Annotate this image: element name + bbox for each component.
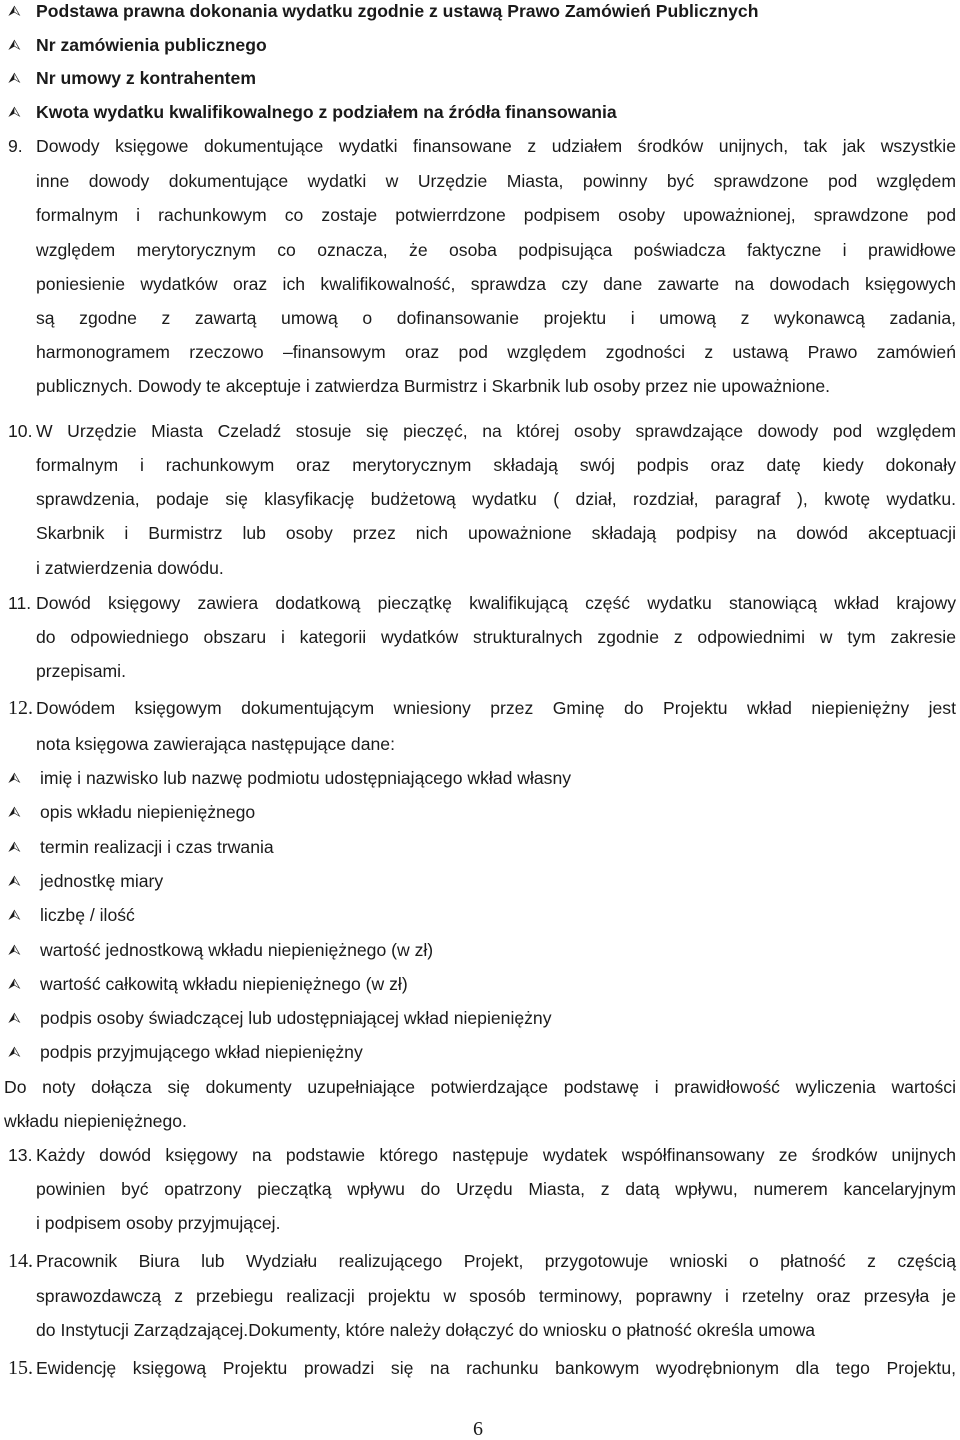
paragraph-line: Dowody księgowe dokumentujące wydatki finansowane z udziałem środków unijnych, tak jak wszystkie: [36, 136, 956, 156]
bullet-icon: ⮙: [8, 36, 21, 54]
paragraph-line: sprawozdawczą z przebiegu realizacji projektu w sposób terminowy, poprawny i rzetelny oraz przesyła je: [36, 1286, 956, 1306]
paragraph-number-p11: 11.: [8, 593, 32, 613]
paragraph-number-p14: 14.: [8, 1250, 33, 1272]
paragraph-number-p10: 10.: [8, 421, 33, 441]
paragraph-line: Pracownik Biura lub Wydziału realizującego Projekt, przygotowuje wnioski o płatność z częścią: [36, 1251, 956, 1271]
paragraph-line: Ewidencję księgową Projektu prowadzi się na rachunku bankowym wyodrębnionym dla tego Projektu,: [36, 1358, 956, 1378]
paragraph-line: przepisami.: [36, 661, 126, 681]
paragraph-number-p13: 13.: [8, 1145, 33, 1165]
paragraph-line: są zgodne z zawartą umową o dofinansowanie projektu i umową z wykonawcą zadania,: [36, 308, 956, 328]
bullet-icon: ⮙: [8, 769, 21, 787]
paragraph-line: do Instytucji Zarządzającej.Dokumenty, które należy dołączyć do wniosku o płatność określa umowa: [36, 1320, 816, 1340]
paragraph-line: sprawdzenia, podaje się klasyfikację budżetową wydatku ( dział, rozdział, paragraf ), kwotę wydatku.: [36, 489, 956, 509]
bullet-item: termin realizacji i czas trwania: [40, 837, 274, 857]
paragraph-line: i podpisem osoby przyjmującej.: [36, 1213, 281, 1233]
paragraph-line: formalnym i rachunkowym co zostaje potwierrdzone podpisem osoby upoważnionej, sprawdzone pod: [36, 205, 956, 225]
bullet-item: Nr zamówienia publicznego: [36, 35, 267, 55]
bullet-item: Nr umowy z kontrahentem: [36, 68, 256, 88]
paragraph-line: powinien być opatrzony pieczątką wpływu do Urzędu Miasta, z datą wpływu, numerem kancelaryjnym: [36, 1179, 956, 1199]
bullet-icon: ⮙: [8, 103, 21, 121]
bullet-item: podpis osoby świadczącej lub udostępniającej wkład niepieniężny: [40, 1008, 552, 1028]
paragraph-line: Dowódem księgowym dokumentującym wniesiony przez Gminę do Projektu wkład niepieniężny jest: [36, 698, 956, 718]
paragraph-line: do odpowiedniego obszaru i kategorii wydatków strukturalnych zgodnie z odpowiednimi w tym zakresie: [36, 627, 956, 647]
bullet-icon: ⮙: [8, 906, 21, 924]
paragraph-line: harmonogramem rzeczowo –finansowym oraz pod względem zgodności z ustawą Prawo zamówień: [36, 342, 956, 362]
paragraph-line: Dowód księgowy zawiera dodatkową pieczątkę kwalifikującą część wydatku stanowiącą wkład krajowy: [36, 593, 956, 613]
paragraph-number-p15: 15.: [8, 1357, 33, 1379]
bullet-item: liczbę / ilość: [40, 905, 135, 925]
paragraph-line: formalnym i rachunkowym oraz merytorycznym składają swój podpis oraz datę kiedy dokonały: [36, 455, 956, 475]
bullet-icon: ⮙: [8, 838, 21, 856]
bullet-item: opis wkładu niepieniężnego: [40, 802, 256, 822]
bullet-item: wartość całkowitą wkładu niepieniężnego (w zł): [40, 974, 408, 994]
bullet-item: imię i nazwisko lub nazwę podmiotu udostępniającego wkład własny: [40, 768, 572, 788]
bullet-icon: ⮙: [8, 69, 21, 87]
note-line: Do noty dołącza się dokumenty uzupełniające potwierdzające podstawę i prawidłowość wyliczenia wartości: [4, 1077, 956, 1097]
note-line: wkładu niepieniężnego.: [4, 1111, 187, 1131]
bullet-icon: ⮙: [8, 975, 21, 993]
paragraph-number-p12: 12.: [8, 697, 33, 719]
bullet-item: podpis przyjmującego wkład niepieniężny: [40, 1042, 363, 1062]
paragraph-line: Skarbnik i Burmistrz lub osoby przez nich upoważnione składają podpisy na dowód akceptuacji: [36, 523, 956, 543]
paragraph-number-p9: 9.: [8, 136, 23, 156]
paragraph-line: względem merytorycznym co oznacza, że osoba podpisująca poświadcza faktyczne i prawidłowe: [36, 240, 956, 260]
paragraph-line: poniesienie wydatków oraz ich kwalifikowalność, sprawdza czy dane zawarte na dowodach księgowych: [36, 274, 956, 294]
bullet-icon: ⮙: [8, 941, 21, 959]
paragraph-line: publicznych. Dowody te akceptuje i zatwierdza Burmistrz i Skarbnik lub osoby przez nie upoważnione.: [36, 376, 831, 396]
bullet-item: Podstawa prawna dokonania wydatku zgodnie z ustawą Prawo Zamówień Publicznych: [36, 1, 759, 21]
bullet-icon: ⮙: [8, 1009, 21, 1027]
paragraph-line: W Urzędzie Miasta Czeladź stosuje się pieczęć, na której osoby sprawdzające dowody pod względem: [36, 421, 956, 441]
paragraph-line: i zatwierdzenia dowódu.: [36, 558, 224, 578]
bullet-icon: ⮙: [8, 2, 21, 20]
paragraph-line: inne dowody dokumentujące wydatki w Urzędzie Miasta, powinny być sprawdzone pod względem: [36, 171, 956, 191]
paragraph-line: nota księgowa zawierająca następujące dane:: [36, 734, 395, 754]
bullet-item: jednostkę miary: [40, 871, 164, 891]
bullet-icon: ⮙: [8, 1043, 21, 1061]
bullet-item: wartość jednostkową wkładu niepieniężnego (w zł): [40, 940, 434, 960]
bullet-item: Kwota wydatku kwalifikowalnego z podziałem na źródła finansowania: [36, 102, 617, 122]
page-number: 6: [473, 1418, 483, 1440]
paragraph-line: Każdy dowód księgowy na podstawie którego następuje wydatek współfinansowany ze środków unijnych: [36, 1145, 956, 1165]
bullet-icon: ⮙: [8, 803, 21, 821]
bullet-icon: ⮙: [8, 872, 21, 890]
